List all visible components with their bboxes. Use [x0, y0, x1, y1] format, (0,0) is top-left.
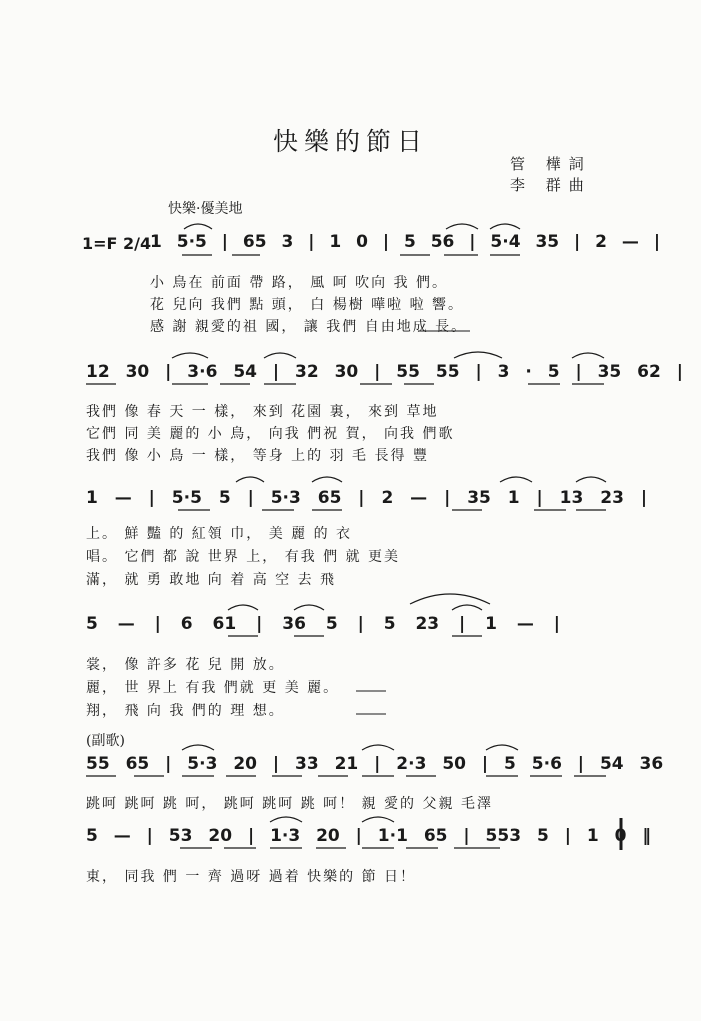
lyric-line-4-verse-3: 翔， 飛 向 我 們的 理 想。: [86, 703, 285, 719]
lyric-line-2-verse-2: 它們 同 美 麗的 小 鳥， 向我 們祝 賀， 向我 們歌: [86, 426, 455, 442]
chorus-label: (副歌): [86, 733, 125, 749]
lyric-line-5: 跳呵 跳呵 跳 呵， 跳呵 跳呵 跳 呵！ 親 愛的 父親 毛澤: [86, 796, 493, 812]
lyricist-credit: 管 樺詞: [510, 155, 592, 173]
composer-credit: 李 群曲: [510, 176, 592, 194]
song-title: 快樂的節日: [272, 127, 428, 156]
notation-line-5: 55 65 | 5·3 20 | 33 21 | 2·3 50 | 5 5·6 | 54 36: [86, 754, 664, 774]
notation-line-1: 1 5·5 | 65 3 | 1 0 | 5 56 | 5·4 35 | 2 — |: [150, 232, 661, 252]
tempo-marking: 快樂·優美地: [168, 201, 243, 217]
lyric-line-1-verse-1: 小 鳥在 前面 帶 路， 風 呵 吹向 我 們。: [150, 275, 449, 291]
lyric-line-2-verse-3: 我們 像 小 鳥 一 樣， 等身 上的 羽 毛 長得 豐: [86, 448, 429, 464]
lyric-line-3-verse-1: 上。 鮮 豔 的 紅領 巾， 美 麗 的 衣: [86, 526, 353, 542]
notation-line-2: 12 30 | 3·6 54 | 32 30 | 55 55 | 3 · 5 | 35 62 |: [86, 362, 683, 382]
lyric-line-3-verse-3: 滿， 就 勇 敢地 向 着 高 空 去 飛: [86, 572, 337, 588]
lyric-line-3-verse-2: 唱。 它們 都 說 世界 上， 有我 們 就 更美: [86, 549, 401, 565]
lyric-line-2-verse-1: 我們 像 春 天 一 樣， 來到 花園 裏， 來到 草地: [86, 404, 439, 420]
key-signature: 1=F 2/4: [82, 234, 152, 253]
notation-line-4: 5 — | 6 61 | 36 5 | 5 23 | 1 — |: [86, 614, 561, 634]
lyric-line-1-verse-2: 花 兒向 我們 點 頭， 白 楊樹 嘩啦 啦 響。: [150, 297, 465, 313]
lyric-line-1-verse-3: 感 謝 親愛的祖 國， 讓 我們 自由地成 長。: [150, 319, 468, 335]
notation-line-6: 5 — | 53 20 | 1·3 20 | 1·1 65 | 553 5 | 1 0 ‖: [86, 826, 651, 846]
notation-line-3: 1 — | 5·5 5 | 5·3 65 | 2 — | 35 1 | 13 23 |: [86, 488, 648, 508]
lyric-line-4-verse-2: 麗， 世 界上 有我 們就 更 美 麗。: [86, 680, 340, 696]
lyric-line-4-verse-1: 裳， 像 許多 花 兒 開 放。: [86, 657, 285, 673]
lyric-line-6: 東， 同我 們 一 齊 過呀 過着 快樂的 節 日！: [86, 869, 417, 885]
